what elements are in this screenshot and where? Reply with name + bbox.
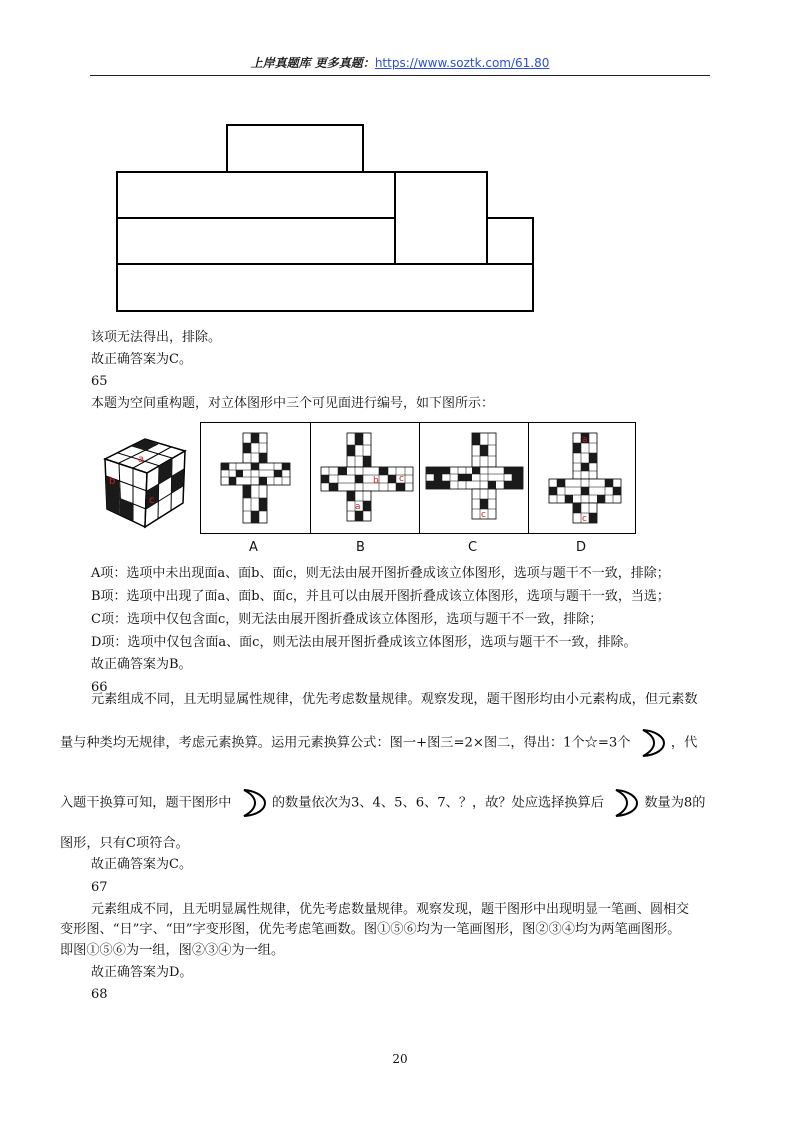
analysis-a: A项：选项中未出现面a、面b、面c，则无法由展开图折叠成该立体图形，选项与题干不一致，排除； [91, 566, 670, 581]
option-label-a: A [249, 540, 258, 555]
q66-text-2b: ，代 [670, 735, 698, 751]
text-line: 该项无法得出，排除。 [91, 330, 222, 345]
moon-icon [608, 788, 640, 818]
net-d-icon [529, 423, 638, 533]
header-rule [90, 75, 710, 76]
options-box [200, 422, 636, 534]
cube-figure [95, 437, 190, 529]
moon-icon [236, 788, 268, 818]
net-d-label-a: a [582, 435, 588, 445]
cube-label-c: c [149, 495, 155, 506]
page-header [0, 54, 800, 71]
block-top [226, 124, 364, 174]
option-b-net [310, 423, 419, 533]
block-row-1 [116, 171, 396, 219]
analysis-d: D项：选项中仅包含面a、面c，则无法由展开图折叠成该立体图形，选项与题干不一致，排除。 [91, 635, 637, 650]
cube-label-a: a [138, 454, 145, 465]
text-line: 故正确答案为C。 [91, 352, 192, 367]
option-label-d: D [576, 540, 587, 555]
q67-text-3: 即图①⑤⑥为一组，图②③④为一组。 [60, 943, 285, 958]
net-b-label-a: a [355, 502, 361, 512]
option-label-c: C [468, 540, 478, 555]
header-link[interactable]: https://www.soztk.com/61.80 [374, 56, 550, 70]
question-number: 68 [91, 987, 108, 1002]
moon-icon [635, 728, 667, 758]
question-number: 65 [91, 374, 108, 389]
text-line: 故正确答案为B。 [91, 657, 192, 672]
q66-text-3a: 入题干换算可知，题干图形中 [60, 795, 232, 811]
q66-text-2a: 量与种类均无规律，考虑元素换算。运用元素换算公式：图一+图三=2×图二，得出：1个☆=3个 [60, 735, 631, 751]
block-notch [486, 217, 534, 265]
q67-answer: 故正确答案为D。 [91, 965, 193, 980]
net-b-label-c: c [399, 474, 404, 484]
block-square [394, 171, 488, 265]
analysis-c: C项：选项中仅包含面c，则无法由展开图折叠成该立体图形，选项与题干不一致，排除； [91, 612, 603, 627]
net-b-icon [311, 423, 420, 533]
q67-text-2: 变形图、“日”字、“田”字变形图，优先考虑笔画数。图①⑤⑥均为一笔画图形，图②③④均为两笔画图形。 [60, 922, 681, 937]
q67-text-1: 元素组成不同，且无明显属性规律，优先考虑数量规律。观察发现，题干图形中出现明显一笔画、圆相交 [91, 902, 690, 917]
question-number: 66 [91, 680, 108, 695]
block-bottom [116, 263, 534, 312]
q66-text-2 [60, 728, 744, 758]
option-c-net [419, 423, 528, 533]
q66-text-1: 元素组成不同，且无明显属性规律，优先考虑数量规律。观察发现，题干图形均由小元素构成，但元素数 [91, 692, 698, 707]
q66-answer: 故正确答案为C。 [91, 857, 192, 872]
question-number: 67 [91, 880, 108, 895]
option-d-net [528, 423, 637, 533]
q66-text-3c: 数量为8的 [644, 795, 706, 811]
net-b-label-b: b [373, 476, 379, 486]
q66-text-3 [60, 788, 744, 818]
net-c-icon [420, 423, 529, 533]
option-a-net [201, 423, 310, 533]
q66-text-4: 图形，只有C项符合。 [60, 836, 189, 851]
block-figure [116, 124, 534, 312]
net-c-label-c: c [481, 510, 486, 520]
option-label-b: B [356, 540, 365, 555]
net-a-icon [201, 423, 310, 533]
net-d-label-c: c [582, 514, 587, 524]
header-label: 上岸真题库 更多真题： [250, 56, 375, 70]
analysis-b: B项：选项中出现了面a、面b、面c，并且可以由展开图折叠成该立体图形，选项与题干一致，当选； [91, 589, 670, 604]
text-line: 本题为空间重构题，对立体图形中三个可见面进行编号，如下图所示： [91, 396, 495, 411]
cube-label-b: b [109, 476, 116, 487]
page-number: 20 [392, 1052, 408, 1066]
block-row-2 [116, 217, 396, 265]
q66-text-3b: 的数量依次为3、4、5、6、7、？，故？处应选择换算后 [271, 795, 604, 811]
